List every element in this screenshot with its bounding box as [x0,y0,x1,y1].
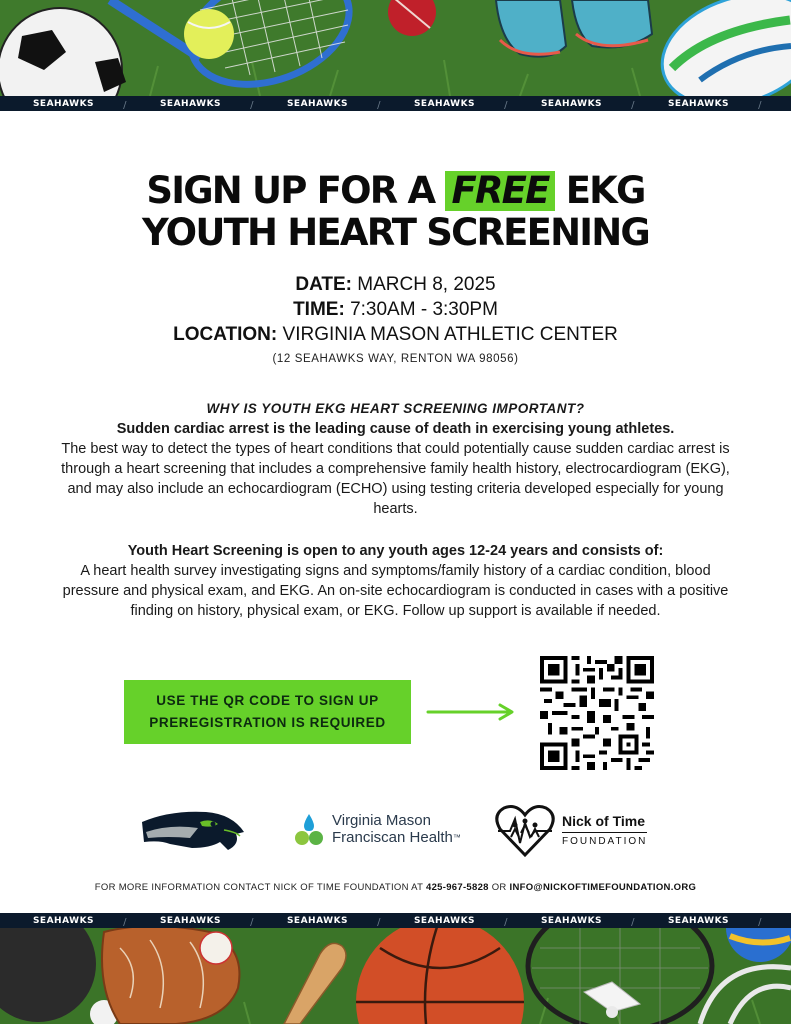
signup-cta-box: USE THE QR CODE TO SIGN UP PREREGISTRATION IS REQUIRED [124,680,411,744]
contact-phone[interactable]: 425-967-5828 [426,882,489,893]
event-date: DATE: MARCH 8, 2025 [295,274,496,295]
heart-people-icon [494,803,556,859]
event-details [0,272,791,347]
banner-item: SEAHAWKS / [667,98,762,111]
banner-item: SEAHAWKS / [413,915,508,928]
top-sports-photo [0,0,791,96]
bottom-sports-photo [0,928,791,1024]
banner-item: SEAHAWKS / [286,915,381,928]
right-arrow-icon [426,702,518,722]
event-time: TIME: 7:30AM - 3:30PM [293,299,498,320]
headline-line-2: YOUTH HEART SCREENING [142,211,649,254]
banner-item: SEAHAWKS / [32,98,127,111]
youth-section [60,541,731,621]
seahawks-banner-top [0,96,791,111]
youth-body: A heart health survey investigating signs and symptoms/family history of a cardiac condition, blood pressure and physical exam, and EKG. An on-site echocardiogram is conducted in cases with a positive finding on history, physical exam, or EKG. Follow up support is available if needed. [62,563,729,619]
signup-qr-code[interactable] [540,656,654,770]
seahawks-banner-bottom [0,913,791,928]
banner-item: SEAHAWKS / [159,915,254,928]
virginia-mason-logo: Virginia Mason Franciscan Health™ [292,812,461,846]
event-location: LOCATION: VIRGINIA MASON ATHLETIC CENTER [173,324,618,345]
headline-line-1: SIGN UP FOR A FREE EKG [146,169,645,212]
event-address: (12 SEAHAWKS WAY, RENTON WA 98056) [272,353,519,365]
banner-item: SEAHAWKS / [540,915,635,928]
basketball-icon [356,928,524,1024]
why-section [60,399,731,519]
why-body: The best way to detect the types of heart conditions that could potentially cause sudden cardiac arrest is through a heart screening that includes a comprehensive family health history, electrocardiogram (EKG), and may also include an echocardiogram (ECHO) using testing criteria developed especially for young hearts. [61,441,730,517]
banner-item: SEAHAWKS / [413,98,508,111]
nick-of-time-logo: Nick of Time FOUNDATION [494,803,647,859]
seahawks-logo [140,808,246,854]
vm-droplet-icon [292,812,326,846]
banner-item: SEAHAWKS / [286,98,381,111]
banner-item: SEAHAWKS / [540,98,635,111]
contact-email[interactable]: INFO@NICKOFTIMEFOUNDATION.ORG [509,882,697,893]
why-lead: Sudden cardiac arrest is the leading cause of death in exercising young athletes. [116,421,675,437]
banner-item: SEAHAWKS / [667,915,762,928]
contact-info: FOR MORE INFORMATION CONTACT NICK OF TIME FOUNDATION AT 425-967-5828 OR INFO@NICKOFTIMEFOUNDATION.ORG [94,882,697,893]
banner-item: SEAHAWKS / [32,915,127,928]
banner-item: SEAHAWKS / [159,98,254,111]
free-highlight: FREE [445,171,554,211]
youth-lead: Youth Heart Screening is open to any youth ages 12-24 years and consists of: [127,543,664,559]
headline [0,170,791,254]
why-question: WHY IS YOUTH EKG HEART SCREENING IMPORTANT? [206,401,585,416]
tennis-ball-icon [184,9,234,59]
baseball-glove-icon [102,928,239,1024]
